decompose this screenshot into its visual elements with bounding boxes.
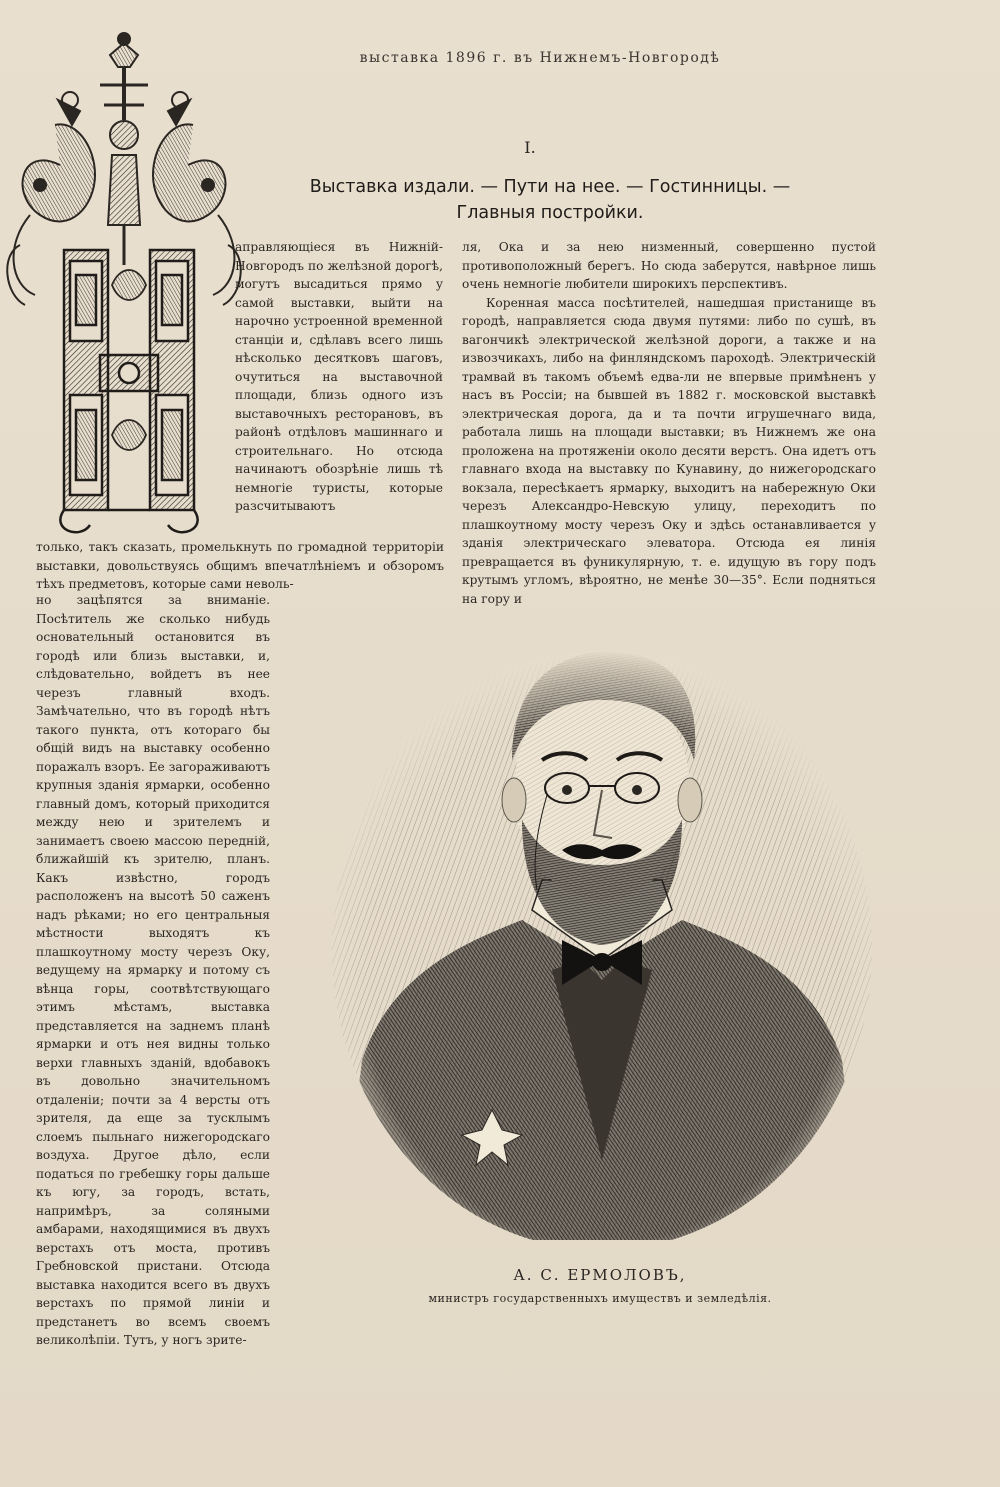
paragraph-right-2: Коренная масса посѣтителей, нашедшая пристанище въ городѣ, направляется сюда двумя путями: либо по сушѣ, въ вагончикѣ электрической желѣзной дороги, а также и на извозчикахъ, либо на финляндскомъ пароходѣ. Электрическій трамвай въ такомъ объемѣ едва-ли не впервые примѣненъ у насъ въ Россіи; на бывшей въ 1882 г. московской выставкѣ электрическая дорога, да и та почти игрушечнаго вида, работала лишь на площади выставки; въ Нижнемъ же она проложена на протяженіи около десяти верстъ. Она идетъ отъ главнаго входа на выставку по Кунавину, до нижегородскаго вокзала, пересѣкаетъ ярмарку, выходитъ на набережную Оки черезъ Александро-Невскую улицу, переходитъ по плашкоутному мосту черезъ Оку и здѣсь останавливается у зданія электрическаго элеватора. Отсюда ея линія превращается въ фуникулярную, т. е. идущую въ гору подъ крутымъ угломъ, вѣроятно, не менѣе 30—35°. Если подняться на гору и xyxy=(462,295,876,606)
running-head: выставка 1896 г. въ Нижнемъ-Новгородѣ xyxy=(359,50,721,66)
text-column-b xyxy=(36,538,444,594)
paragraph-continuation-narrow: но зацѣпятся за вниманіе. Посѣтитель же сколько нибудь основательный остановится въ городѣ или близь выставки, и, слѣдовательно, войдетъ въ нее черезъ главный входъ. Замѣчательно, что въ городѣ нѣтъ такого пункта, отъ котораго бы общій видъ на выставку особенно поражалъ взоръ. Ее загораживаютъ крупныя зданія ярмарки, особенно главный домъ, который приходится между нею и зрителемъ и занимаетъ своею массою передній, ближайшій къ зрителю, планъ. Какъ извѣстно, городъ расположенъ на высотѣ 50 саженъ надъ рѣками; но его центральныя мѣстности выходятъ къ плашкоутному мосту черезъ Оку, ведущему на ярмарку и потому съ вѣнца горы, соотвѣтствующаго этимъ мѣстамъ, выставка представляется на заднемъ планѣ ярмарки и отъ нея видны только верхи главныхъ зданій, вдобавокъ въ довольно значительномъ отдаленіи; почти за 4 версты отъ зрителя, да еще за тусклымъ слоемъ пыльнаго нижегородскаго воздуха. Другое дѣло, если податься по гребешку горы дальше къ югу, за городъ, встать, напримѣръ, за соляными амбарами, находящимися въ двухъ верстахъ отъ моста, противъ Гребновской пристани. Отсюда выставка находится всего въ двухъ верстахъ по прямой линіи и предстанетъ во всемъ своемъ великолѣпіи. Тутъ, у ногъ зрите- xyxy=(36,593,270,1347)
text-column-c xyxy=(36,591,270,1350)
section-number: I. xyxy=(524,138,536,157)
chapter-heading-line-1: Выставка издали. — Пути на нее. — Гостинницы. — xyxy=(309,177,791,197)
portrait-caption-title: министръ государственныхъ имуществъ и земледѣлія. xyxy=(428,1292,772,1305)
ornamental-initial-n xyxy=(0,25,270,545)
chapter-heading xyxy=(290,174,810,226)
chapter-heading-line-2: Главныя постройки. xyxy=(456,203,644,223)
text-column-d xyxy=(462,238,876,608)
text-column-a xyxy=(235,238,443,516)
paragraph-opening: аправляющіеся въ Нижній-Новгородъ по желѣзной дорогѣ, могутъ высадиться прямо у самой выставки, выйти на нарочно устроенной временной станціи и, сдѣлавъ всего лишь нѣсколько десятковъ шаговъ, очутиться на выставочной площади, близь одного изъ выставочныхъ ресторановъ, въ районѣ отдѣловъ машиннаго и строительнаго. Но отсюда начинаютъ обозрѣніе лишь тѣ немногіе туристы, которые разсчитываютъ xyxy=(235,240,443,513)
portrait-caption-name: А. С. ЕРМОЛОВЪ, xyxy=(513,1266,687,1284)
portrait-engraving xyxy=(322,640,882,1240)
paragraph-right-1: ля, Ока и за нею низменный, совершенно пустой противоположный берегъ. Но сюда заберутся, навѣрное лишь очень немногіе любители широкихъ перспективъ. xyxy=(462,240,876,291)
paragraph-continuation-wide: только, такъ сказать, промелькнуть по громадной территоріи выставки, довольствуясь общимъ впечатлѣніемъ и обзоромъ тѣхъ предметовъ, которые сами неволь- xyxy=(36,540,444,591)
